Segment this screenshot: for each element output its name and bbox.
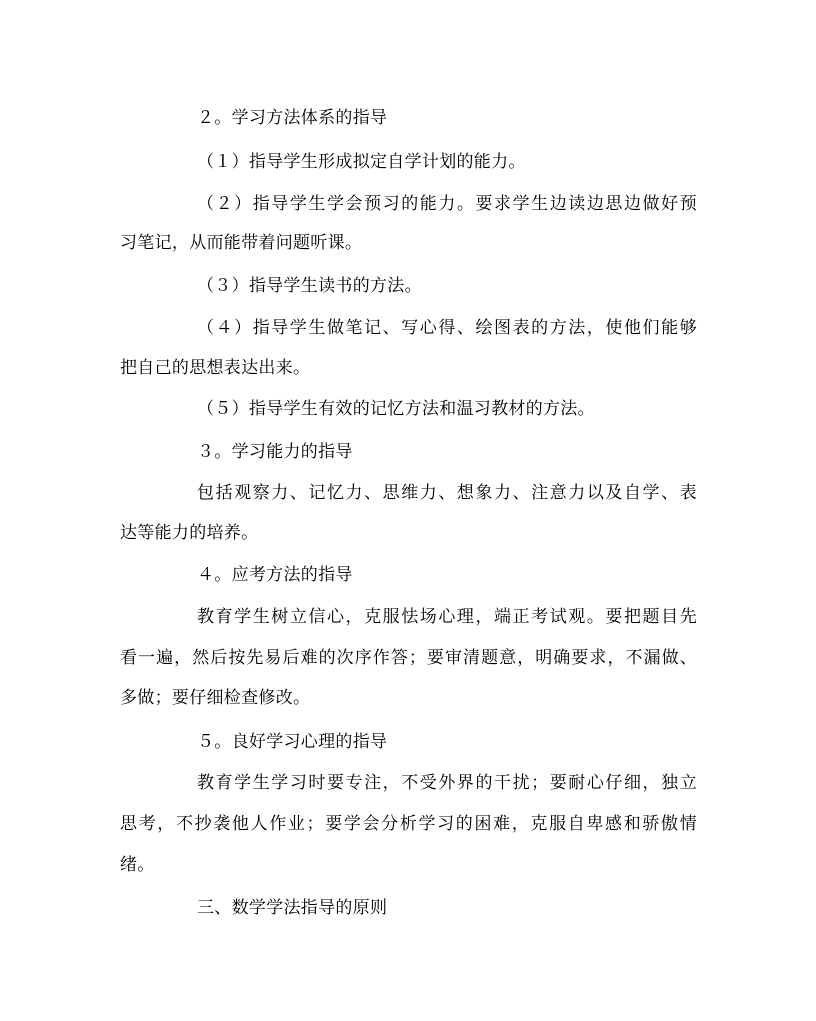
text-line: ２。学习方法体系的指导 <box>197 108 388 128</box>
text-line: （４）指导学生做笔记、写心得、绘图表的方法，使他们能够 <box>197 318 697 338</box>
text-line: 习笔记，从而能带着问题听课。 <box>120 233 363 253</box>
text-line: 思考，不抄袭他人作业；要学会分析学习的困难，克服自卑感和骄傲情 <box>120 814 697 834</box>
text-line: ３。学习能力的指导 <box>197 442 353 462</box>
text-line: 教育学生树立信心，克服怯场心理，端正考试观。要把题目先 <box>197 607 697 627</box>
text-line: （１）指导学生形成拟定自学计划的能力。 <box>197 152 526 172</box>
text-line: ５。良好学习心理的指导 <box>197 732 388 752</box>
text-line: （３）指导学生读书的方法。 <box>197 276 422 296</box>
text-line: 绪。 <box>120 855 155 875</box>
text-line: （５）指导学生有效的记忆方法和温习教材的方法。 <box>197 399 595 419</box>
text-line: 多做；要仔细检查修改。 <box>120 688 311 708</box>
text-line: 把自己的思想表达出来。 <box>120 358 311 378</box>
text-line: 三、数学学法指导的原则 <box>197 898 388 918</box>
text-line: 教育学生学习时要专注，不受外界的干扰；要耐心仔细，独立 <box>197 773 697 793</box>
text-line: 包括观察力、记忆力、思维力、想象力、注意力以及自学、表 <box>197 483 697 503</box>
text-line: 达等能力的培养。 <box>120 523 259 543</box>
text-line: （２）指导学生学会预习的能力。要求学生边读边思边做好预 <box>197 194 697 214</box>
text-line: 看一遍，然后按先易后难的次序作答；要审清题意，明确要求，不漏做、 <box>120 648 697 668</box>
text-line: ４。应考方法的指导 <box>197 565 353 585</box>
